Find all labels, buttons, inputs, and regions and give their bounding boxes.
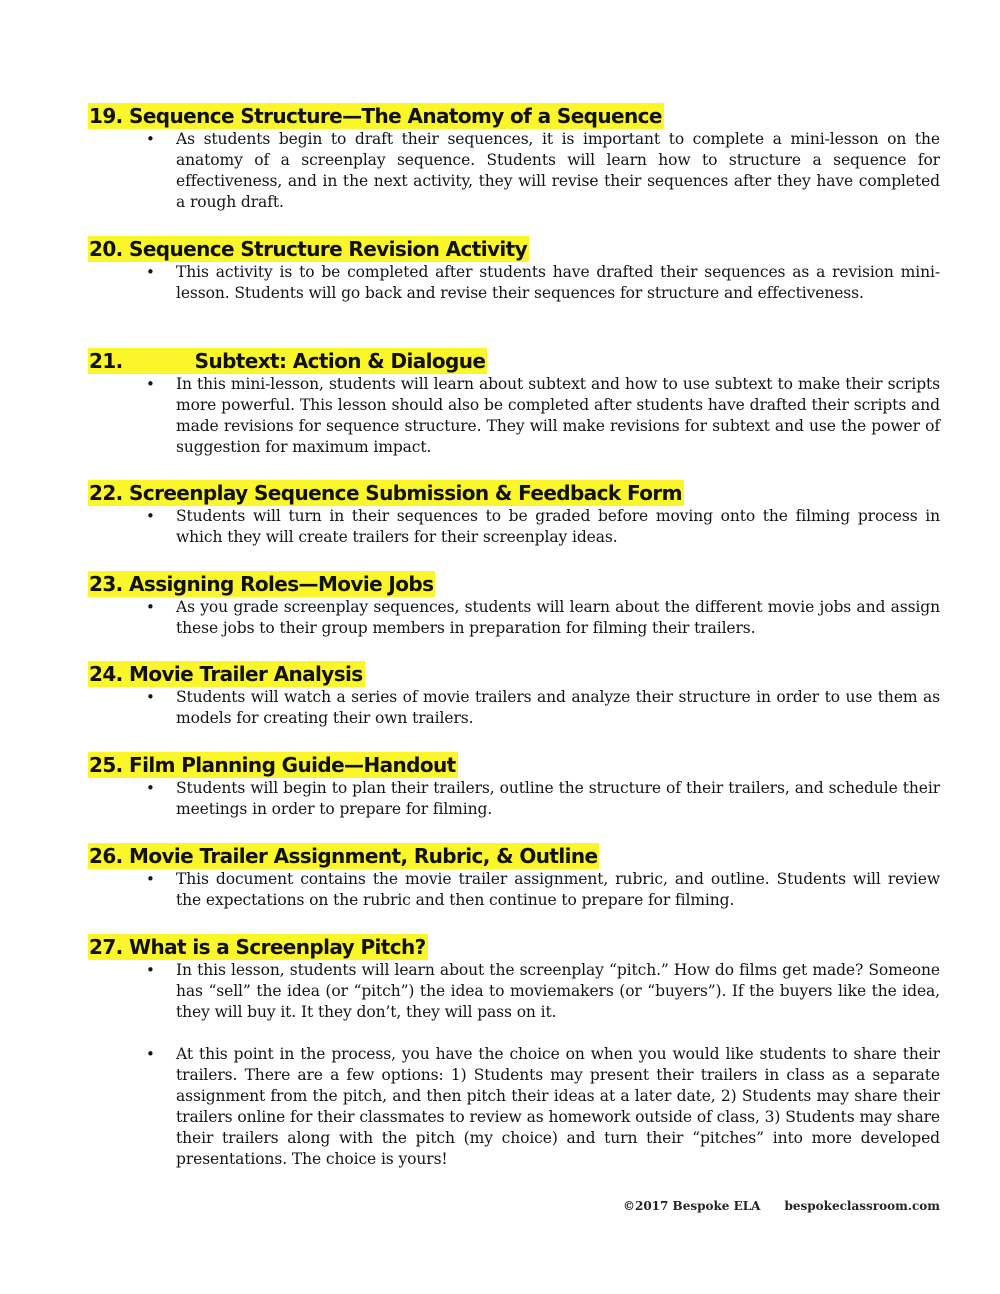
section-23: [88, 571, 948, 639]
list-item: [146, 374, 940, 458]
bullet-icon: •: [146, 130, 155, 148]
list-item: [146, 687, 940, 729]
section-22: [88, 480, 948, 548]
section-heading: [88, 752, 458, 778]
bullet-icon: •: [146, 870, 155, 888]
section-title: Film Planning Guide—Handout: [129, 753, 456, 777]
bullet-text: As you grade screenplay sequences, students will learn about the different movie jobs and assign these jobs to their group members in preparation for filming their trailers.: [176, 598, 940, 637]
section-number: 22.: [89, 481, 123, 505]
bullet-text: At this point in the process, you have the choice on when you would like students to share their trailers. There are a few options: 1) Students may present their trailers in class as a separate assignment from the pitch, and then pitch their ideas at a later date, 2) Students may share their trailers online for their classmates to review as homework outside of class, 3) Students may share their trailers along with the pitch (my choice) and turn their “pitches” into more developed presentations. The choice is yours!: [176, 1045, 940, 1168]
section-title: What is a Screenplay Pitch?: [129, 935, 426, 959]
list-item: [146, 597, 940, 639]
bullet-icon: •: [146, 598, 155, 616]
bullet-icon: •: [146, 961, 155, 979]
bullet-text: As students begin to draft their sequences, it is important to complete a mini-lesson on the anatomy of a screenplay sequence. Students will learn how to structure a sequence for effectiveness, and in the next activity, they will revise their sequences after they have completed a rough draft.: [176, 130, 940, 211]
website-text: bespokeclassroom.com: [784, 1199, 940, 1213]
bullet-text: This activity is to be completed after students have drafted their sequences as a revision mini-lesson. Students will go back and revise their sequences for structure and effectiveness.: [176, 263, 940, 302]
section-21: [88, 348, 948, 458]
section-27: [88, 934, 948, 1170]
bullet-icon: •: [146, 507, 155, 525]
section-title: Assigning Roles—Movie Jobs: [129, 572, 434, 596]
list-item: [146, 869, 940, 911]
list-item: [146, 129, 940, 213]
list-item: [146, 778, 940, 820]
section-19: [88, 103, 948, 213]
list-item: [146, 960, 940, 1023]
section-24: [88, 661, 948, 729]
section-heading: [88, 934, 428, 960]
bullet-list: [88, 597, 948, 639]
bullet-text: In this mini-lesson, students will learn about subtext and how to use subtext to make their scripts more powerful. This lesson should also be completed after students have drafted their scripts and made revisions for sequence structure. They will make revisions for subtext and use the power of suggestion for maximum impact.: [176, 375, 940, 456]
section-title: Movie Trailer Analysis: [129, 662, 363, 686]
section-26: [88, 843, 948, 911]
section-heading: [88, 480, 684, 506]
section-number: 23.: [89, 572, 123, 596]
bullet-icon: •: [146, 1045, 155, 1063]
section-title: Screenplay Sequence Submission & Feedback Form: [129, 481, 682, 505]
bullet-list: [88, 960, 948, 1170]
bullet-list: [88, 869, 948, 911]
section-title: Sequence Structure Revision Activity: [129, 237, 528, 261]
list-item: [146, 506, 940, 548]
bullet-icon: •: [146, 263, 155, 281]
bullet-list: [88, 778, 948, 820]
section-number: 25.: [89, 753, 123, 777]
bullet-icon: •: [146, 375, 155, 393]
bullet-text: Students will begin to plan their trailers, outline the structure of their trailers, and schedule their meetings in order to prepare for filming.: [176, 779, 940, 818]
section-number: 21.: [89, 349, 123, 373]
section-heading: [88, 103, 664, 129]
section-heading: [88, 571, 435, 597]
page-footer: [623, 1199, 940, 1213]
bullet-list: [88, 687, 948, 729]
section-number: 24.: [89, 662, 123, 686]
section-heading: [88, 661, 365, 687]
bullet-text: Students will watch a series of movie trailers and analyze their structure in order to use them as models for creating their own trailers.: [176, 688, 940, 727]
section-title: Movie Trailer Assignment, Rubric, & Outline: [129, 844, 598, 868]
bullet-list: [88, 506, 948, 548]
section-number: 20.: [89, 237, 123, 261]
section-number: 19.: [89, 104, 123, 128]
bullet-text: Students will turn in their sequences to be graded before moving onto the filming process in which they will create trailers for their screenplay ideas.: [176, 507, 940, 546]
section-title: Subtext: Action & Dialogue: [194, 349, 486, 373]
bullet-list: [88, 262, 948, 304]
section-heading: [88, 348, 487, 374]
bullet-text: This document contains the movie trailer assignment, rubric, and outline. Students will review the expectations on the rubric and then continue to prepare for filming.: [176, 870, 940, 909]
copyright-text: ©2017 Bespoke ELA: [622, 1199, 761, 1213]
bullet-list: [88, 374, 948, 458]
bullet-icon: •: [146, 779, 155, 797]
section-number: 26.: [89, 844, 123, 868]
section-title: Sequence Structure—The Anatomy of a Sequence: [129, 104, 662, 128]
section-20: [88, 236, 948, 304]
bullet-icon: •: [146, 688, 155, 706]
section-number: 27.: [89, 935, 123, 959]
list-item: [146, 262, 940, 304]
section-heading: [88, 843, 599, 869]
bullet-text: In this lesson, students will learn about the screenplay “pitch.” How do films get made? Someone has “sell” the idea (or “pitch”) the idea to moviemakers (or “buyers”). If the buyers like the idea, they will buy it. It they don’t, they will pass on it.: [176, 961, 940, 1021]
list-item: [146, 1044, 940, 1170]
bullet-list: [88, 129, 948, 213]
section-heading: [88, 236, 529, 262]
section-25: [88, 752, 948, 820]
